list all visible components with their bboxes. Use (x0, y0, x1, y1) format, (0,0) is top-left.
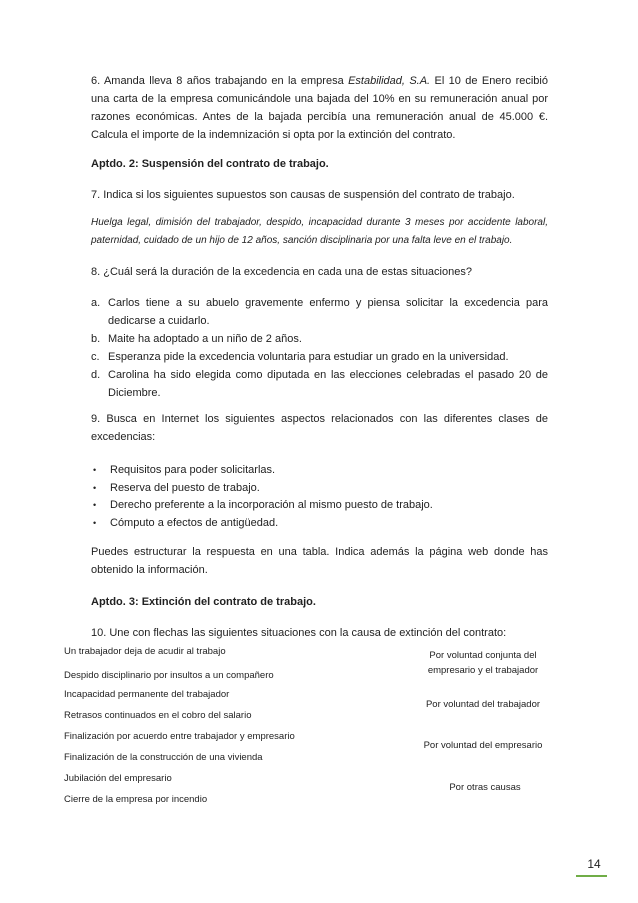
company-name: Estabilidad, S.A. (348, 75, 431, 87)
situation-item: Jubilación del empresario (64, 773, 172, 784)
bullet-text: Requisitos para poder solicitarlas. (110, 464, 276, 476)
bullet-text: Cómputo a efectos de antigüedad. (110, 517, 279, 529)
bullet-item (91, 461, 548, 479)
list-item (91, 348, 548, 366)
question-8: 8. ¿Cuál será la duración de la excedencia en cada una de estas situaciones? (91, 266, 472, 278)
bullet-icon: • (93, 518, 97, 528)
cause-item: Por voluntad del empresario (423, 740, 543, 751)
section-2-title: Aptdo. 2: Suspensión del contrato de trabajo. (91, 158, 329, 170)
page-number-underline (576, 875, 607, 877)
question-7: 7. Indica si los siguientes supuestos son causas de suspensión del contrato de trabajo. (91, 189, 515, 201)
page-number: 14 (587, 857, 601, 871)
bullet-item (91, 514, 548, 532)
bullet-icon: • (93, 483, 97, 493)
cause-item: Por voluntad conjunta del empresario y el trabajador (427, 650, 539, 676)
bullet-icon: • (93, 500, 97, 510)
list-marker: a. (91, 297, 101, 309)
list-marker: b. (91, 333, 101, 345)
list-item-text: Maite ha adoptado a un niño de 2 años. (108, 333, 302, 345)
situation-item: Finalización de la construcción de una vivienda (64, 752, 263, 763)
question-9: 9. Busca en Internet los siguientes aspectos relacionados con las diferentes clases de excedencias: (91, 413, 548, 443)
situation-item: Cierre de la empresa por incendio (64, 794, 208, 805)
cause-item: Por otras causas (449, 782, 521, 793)
question-7-cases: Huelga legal, dimisión del trabajador, despido, incapacidad durante 3 meses por accidente laboral, paternidad, cuidado de un hijo de 12 años, sanción disciplinaria por una falta leve en el trabajo. (91, 217, 548, 246)
list-item-text: Esperanza pide la excedencia voluntaria para estudiar un grado en la universidad. (108, 351, 509, 363)
question-6-lead: 6. Amanda lleva 8 años trabajando en la empresa (91, 75, 349, 87)
situation-item: Despido disciplinario por insultos a un compañero (64, 670, 274, 681)
bullet-text: Reserva del puesto de trabajo. (110, 482, 260, 494)
list-item (91, 366, 548, 402)
cause-item: Por voluntad del trabajador (425, 699, 541, 710)
situation-item: Retrasos continuados en el cobro del salario (64, 710, 252, 721)
list-item (91, 294, 548, 330)
situation-item: Un trabajador deja de acudir al trabajo (64, 646, 226, 657)
question-6-body: El 10 de Enero recibió una carta de la empresa comunicándole una bajada del 10% en su remuneración anual por razones económicas. Antes de la bajada percibía una remuneración anual de 45.000 €. Calcula el importe de la indemnización si opta por la extinción del contrato. (91, 75, 548, 141)
list-marker: d. (91, 369, 101, 381)
question-6 (91, 72, 548, 144)
situation-item: Incapacidad permanente del trabajador (64, 689, 230, 700)
question-9-note: Puedes estructurar la respuesta en una tabla. Indica además la página web donde has obtenido la información. (91, 546, 548, 576)
section-3-title: Aptdo. 3: Extinción del contrato de trabajo. (91, 596, 316, 608)
bullet-icon: • (93, 465, 97, 475)
list-item-text: Carlos tiene a su abuelo gravemente enfermo y piensa solicitar la excedencia para dedicarse a cuidarlo. (108, 297, 548, 327)
question-10: 10. Une con flechas las siguientes situaciones con la causa de extinción del contrato: (91, 627, 507, 639)
list-marker: c. (91, 351, 100, 363)
list-item (91, 330, 548, 348)
bullet-text: Derecho preferente a la incorporación al mismo puesto de trabajo. (110, 499, 433, 511)
list-item-text: Carolina ha sido elegida como diputada en las elecciones celebradas el pasado 20 de Diciembre. (108, 369, 548, 399)
situation-item: Finalización por acuerdo entre trabajador y empresario (64, 731, 295, 742)
bullet-item (91, 496, 548, 514)
bullet-item (91, 479, 548, 497)
